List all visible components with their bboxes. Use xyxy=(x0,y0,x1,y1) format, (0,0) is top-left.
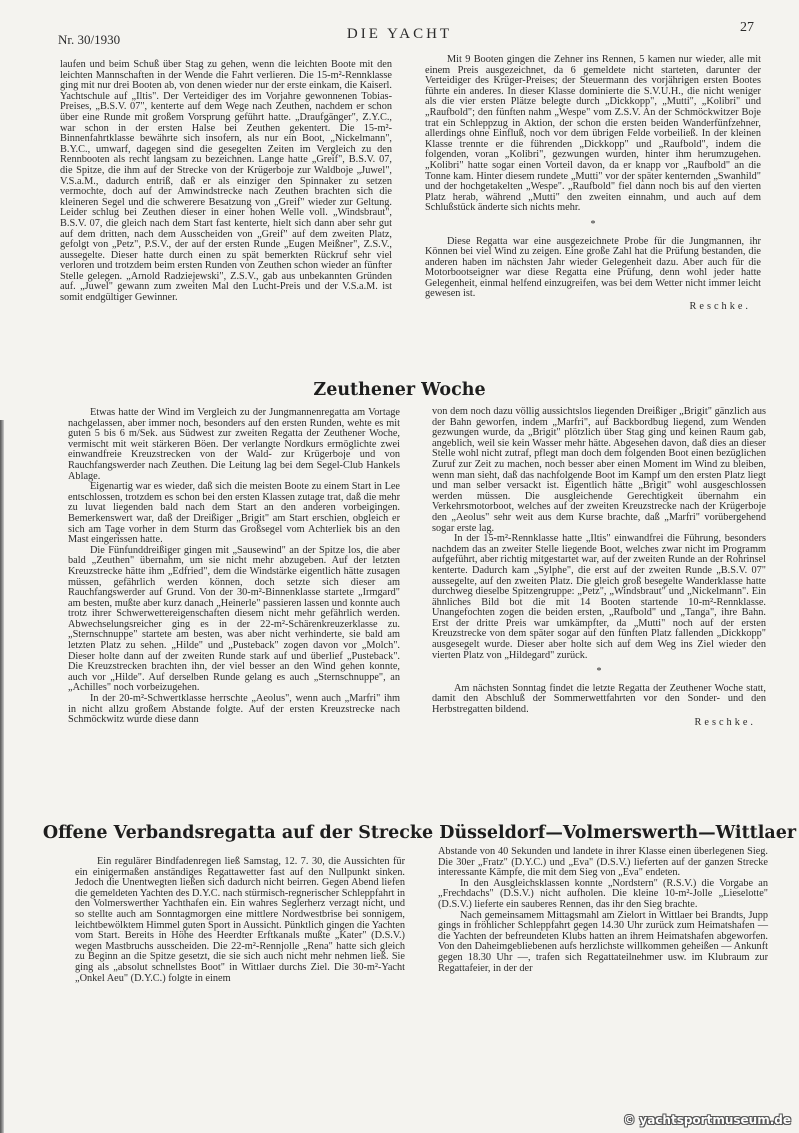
paragraph: Am nächsten Sonntag findet die letzte Regatta der Zeuthener Woche statt, damit den Abschluß der Sommerwettfahrten vor den Sonder- und den Herbstregatten bildend. xyxy=(432,682,766,716)
author-signature: Reschke. xyxy=(694,716,756,728)
paragraph: Diese Regatta war eine ausgezeichnete Probe für die Jungmannen, ihr Können bei viel Wind zu zeigen. Eine große Zahl hat die Prüfung bestanden, die anderen haben im nächsten Jahr wieder Gelegenheit dazu. Aber auch für die Motorbootseigner war diese Regatta eine Prüfung, denn wohl jeder hatte Gelegenheit, einmal helfend einzugreifen, was bei dem Wetter nicht immer leicht gewesen ist. xyxy=(425,235,761,300)
section-separator: * xyxy=(596,666,602,678)
article1-column-left xyxy=(60,60,392,304)
paragraph: In der 15-m²-Rennklasse hatte „Iltis" einwandfrei die Führung, besonders nachdem das an zweiter Stelle liegende Boot, welches zwar nicht im Programm aufgeführt, aber richtig mitgestartet war, auf der zweiten Runde an der Rohrinsel kenterte. Dadurch kam „Sylphe", die erst auf der zweiten Runde „B.S.V. 07" aussegelte, auf den zweiten Platz. Die gleich groß besegelte Wanderklasse hatte durchweg dieselbe Spitzengruppe: „Petz", „Windsbraut" und „Nickelmann". Ein ähnliches Bild bot die mit 14 Booten startende 10-m²-Rennklasse. Unangefochten zogen die beiden ersten, „Raufbold" und „Tanga", ihre Bahn. Erst der dritte Preis war umkämpfter, da „Mutti" noch auf der ersten Kreuzstrecke von dem später sogar auf den fünften Platz fallenden „Dickkopp" ausgesegelt wurde. Dieser aber holte sich auf dem Weg ins Ziel wieder den vierten Platz von „Hildegard" zurück. xyxy=(432,533,766,661)
paragraph: In der 20-m²-Schwertklasse herrschte „Aeolus", wenn auch „Marfri" ihm in nicht allzu großem Abstande folgte. Auf der ersten Kreuzstrecke nach Schmöckwitz wurde diese dann xyxy=(68,693,400,726)
issue-number: Nr. 30/1930 xyxy=(58,32,121,47)
paragraph: Mit 9 Booten gingen die Zehner ins Rennen, 5 kamen nur wieder, alle mit einem Preis ausgezeichnet, da 6 gemeldete nicht starteten, darunter der Verteidiger des Krüger-Preises; der Steuermann des vorjährigen ersten Bootes führte ein anderes. In dieser Klasse dominierte die S.V.U.H., die nicht weniger als die vier ersten Plätze belegte durch „Dickkopp", „Mutti", „Kolibri" und „Raufbold"; den fünften nahm „Wespe" vom Z.S.V. An der Schmöckwitzer Boje trat ein Schleppzug in Aktion, der schon die ersten beiden Wanderfünfzehner, allerdings ohne Einfluß, noch vor dem übrigen Felde vorbeiließ. In der kleinen Klasse trennte er die führenden „Dickkopp" und „Raufbold", indem die folgenden, voran „Kolibri", gezwungen wurden, hinter ihm herumzugehen. „Kolibri" hatte sogar einen Vorteil davon, da er knapp vor „Raufbold" an die Tonne kam. Hinter diesem rundete „Mutti" vor der später kenternden „Swanhild" und der hochgetakelten „Wespe". „Raufbold" fiel dann noch bis auf den vierten Platz herab, während „Mutti" den zweiten einnahm, und auch auf dem Schlußstück änderte sich nichts mehr. xyxy=(425,54,761,214)
paragraph: Die Fünfunddreißiger gingen mit „Sausewind" an der Spitze los, die aber bald „Zeuthen" übernahm, um sie nicht mehr abzugeben. Auf der letzten Kreuzstrecke hätte ihm „Edfried", dem die Windstärke eigentlich hätte zusagen müssen, gefährlich werden können, doch setzte sich dieser am Rauchfangswerder auf Grund. Von der 30-m²-Binnenklasse startete „Irmgard" am besten, mußte aber kurz danach „Heinerle" passieren lassen und konnte auch trotz ihrer Schwerwettereigenschaften diesem nicht mehr gefährlich werden. Abwechselungsreicher ging es in der 22-m²-Schärenkreuzerklasse zu. „Sternschnuppe" startete am besten, was aber nicht verhinderte, sie bald am letzten Platz zu sehen. „Hilde" und „Pusteback" zogen davon vor „Molch". Dieser holte dann auf der zweiten Runde stark auf und überlief „Pusteback". Die Kreuzstrecken brachten ihn, der viel besser an den Wind gehen konnte, auch vor „Hilde". Auf derselben Runde gelang es auch „Sternschnuppe", an „Achilles" noch vorbeizugehen. xyxy=(68,544,400,694)
article3-column-right xyxy=(438,847,768,974)
paragraph: von dem noch dazu völlig aussichtslos liegenden Dreißiger „Brigit" gänzlich aus der Bahn geworfen, indem „Marfri", auf Backbordbug liegend, zum Wenden gezwungen wurde, da „Brigit" plötzlich über Stag ging und keinen Raum gab, angeblich, weil sie kein Wasser mehr hätte. Abgesehen davon, daß dies an dieser Stelle wohl nicht zutraf, pflegt man doch dem folgenden Boot einen bezüglichen Zuruf zur Zeit zu machen, noch besser aber einen Moment im Wind zu bleiben, wenn man sieht, daß das nachfolgende Boot im Kampf um den ersten Platz liegt und man selber versackt ist. Eigentlich hätte „Brigit" wohl ausgeschlossen werden müssen. Die ausgleichende Gerechtigkeit übernahm ein Verkehrsmotorboot, welches auf der zweiten Kreuzstrecke nach der Krügerboje den „Aeolus" sehr weit aus dem Kurse brachte, daß „Marfri" vorübergehend sogar erste lag. xyxy=(432,406,766,534)
article1-column-right xyxy=(425,55,761,313)
article2-column-right xyxy=(432,407,766,728)
article2-column-left xyxy=(68,408,400,726)
article-title-zeuthener-woche: Zeuthener Woche xyxy=(313,380,486,400)
paragraph: Eigenartig war es wieder, daß sich die meisten Boote zu einem Start in Lee entschlossen, trotzdem es schon bei den ersten Klassen zutage trat, daß die mehr zu luvat liegenden bald nach dem Start an den anderen vorbeigingen. Bemerkenswert war, daß der Dreißiger „Brigit" am Start erschien, obgleich er sich am Tage vorher in dem Sturm das Großsegel vom Achterliek bis an den Mast eingerissen hatte. xyxy=(68,481,400,546)
paragraph: In den Ausgleichsklassen konnte „Nordstern" (R.S.V.) die Vorgabe an „Frechdachs" (D.S.V.) nicht aufholen. Die kleine 10-m²-Jolle „Lieselotte" (D.S.V.) lieferte ein sauberes Rennen, das ihr den Sieg brachte. xyxy=(438,877,768,910)
paragraph: Etwas hatte der Wind im Vergleich zu der Jungmannenregatta am Vortage nachgelassen, aber immer noch, besonders auf den ersten Runden, wehte es mit guten 5 bis 6 m/Sek. aus Südwest zur zweiten Regatta der Zeuthener Woche, vermischt mit weit stärkeren Böen. Der verlangte Nordkurs ermöglichte zwei einwandfreie Kreuzstrecken von der Wald- zur Krügerboje und von Rauchfangswerder nach Zeuthen. Die Leitung lag bei dem Segel-Club Hankels Ablage. xyxy=(68,407,400,482)
paragraph: Abstande von 40 Sekunden und landete in ihrer Klasse einen überlegenen Sieg. Die 30er „Fratz" (D.Y.C.) und „Eva" (D.S.V.) lieferten auf der ganzen Strecke interessante Kämpfe, die mit dem Sieg von „Eva" endeten. xyxy=(438,846,768,879)
article3-column-left xyxy=(75,857,405,984)
masthead: DIE YACHT xyxy=(346,26,453,42)
paragraph: laufen und beim Schuß über Stag zu gehen, wenn die leichten Boote mit den leichten Mannschaften in der Wende die Fahrt verlieren. Die 15-m²-Rennklasse ging mit nur drei Booten ab, von denen wieder nur der erste einkam, die Kaiserl. Yachtschule auf „Iltis". Der Verteidiger des im Vorjahre gewonnenen Tobias-Preises, „B.S.V. 07", kenterte auf dem Wege nach Zeuthen, nachdem er schon über eine Runde mit großem Vorsprung geführt hatte. „Draufgänger", Z.Y.C., war schon in der ersten Halse bei Zeuthen gekentert. Die 15-m²-Binnenfahrtklasse bewährte sich insofern, als nur ein Boot, „Nickelmann", B.Y.C., umwarf, dagegen sind die gesegelten Zeiten im Vergleich zu den Rennbooten als recht langsam zu bezeichnen. Lange hatte „Greif", B.S.V. 07, die Spitze, die ihm auf der Strecke von der Krügerboje zur Waldboje „Juwel", V.S.a.M., dadurch entriß, daß er als einziger den Spinnaker zu setzen vermochte, doch auf der Amwindstrecke nach Zeuthen brachten sich die kleineren Segel und die schwerere Besatzung von „Greif" wieder zur Geltung. Leider schlug bei Zeuthen dieser in einer hohen Welle voll. „Windsbraut", B.S.V. 07, die gleich nach dem Start fast kenterte, hielt sich dann aber sehr gut auf dem dritten, nach dem Ausscheiden von „Greif" auf dem zweiten Platz, gefolgt von „Petz", P.S.V., der auf der ersten Runde „Eugen Meißner", Z.S.V., aussegelte. Dieser hatte durch einen zu spät bemerkten Rückruf sehr viel verloren und trotzdem beim ersten Runden von Zeuthen schon wieder an fünfter Stelle gelegen. „Arnold Radziejewski", Z.S.V., gab aus unbekannten Gründen auf. „Juwel" gewann zum zweiten Mal den Lucht-Preis und der V.S.a.M. ist somit endgültiger Gewinner. xyxy=(60,59,392,304)
page-number: 27 xyxy=(740,20,754,35)
section-separator: * xyxy=(590,218,596,230)
copyright-watermark: © yachtsportmuseum.de xyxy=(623,1113,791,1127)
page-binding-edge xyxy=(0,420,4,1133)
article-title-verbandsregatta: Offene Verbandsregatta auf der Strecke Düsseldorf—Volmerswerth—Wittlaer xyxy=(42,823,797,843)
paragraph: Ein regulärer Bindfadenregen ließ Samstag, 12. 7. 30, die Aussichten für ein einigermaßen anständiges Regattawetter fast auf den Nullpunkt sinken. Jedoch die Unentwegten ließen sich dadurch nicht beirren. Gegen Abend liefen die gemeldeten Yachten des D.Y.C. nach stürmisch-regnerischer Schleppfahrt in den Volmerswerther Yachthafen ein. Ein wahres Seglerherz verzagt nicht, und so stellte auch am Sonntagmorgen eine mittlere Nordwestbrise bei sonnigem, leichtbewölktem Himmel guten Sport in Aussicht. Pünktlich gingen die Yachten vom Start. Bereits in Höhe des Heerdter Erftkanals mußte „Kater" (D.S.V.) wegen Mastbruchs ausscheiden. Die 22-m²-Rennjolle „Rena" hatte sich gleich zu Beginn an die Spitze gesetzt, die sie sich auch nicht mehr nehmen ließ. Sie ging als „absolut schnellstes Boot" in Wittlaer durchs Ziel. Die 30-m²-Yacht „Onkel Aeu" (D.Y.C.) folgte in einem xyxy=(75,856,405,984)
paragraph: Nach gemeinsamem Mittagsmahl am Zielort in Wittlaer bei Brandts, Jupp gings in fröhlicher Schleppfahrt gegen 14.30 Uhr zurück zum Heimatshafen — die Yachten der befreundeten Klubs hatten an ihrem Heimatshafen abgeworfen. Von den Daheimgebliebenen aufs herzlichste willkommen geheißen — Ankunft gegen 18.30 Uhr —, trafen sich Regattateilnehmer usw. im Klubraum zur Regattafeier, in der der xyxy=(438,909,768,974)
author-signature: Reschke. xyxy=(689,301,751,313)
